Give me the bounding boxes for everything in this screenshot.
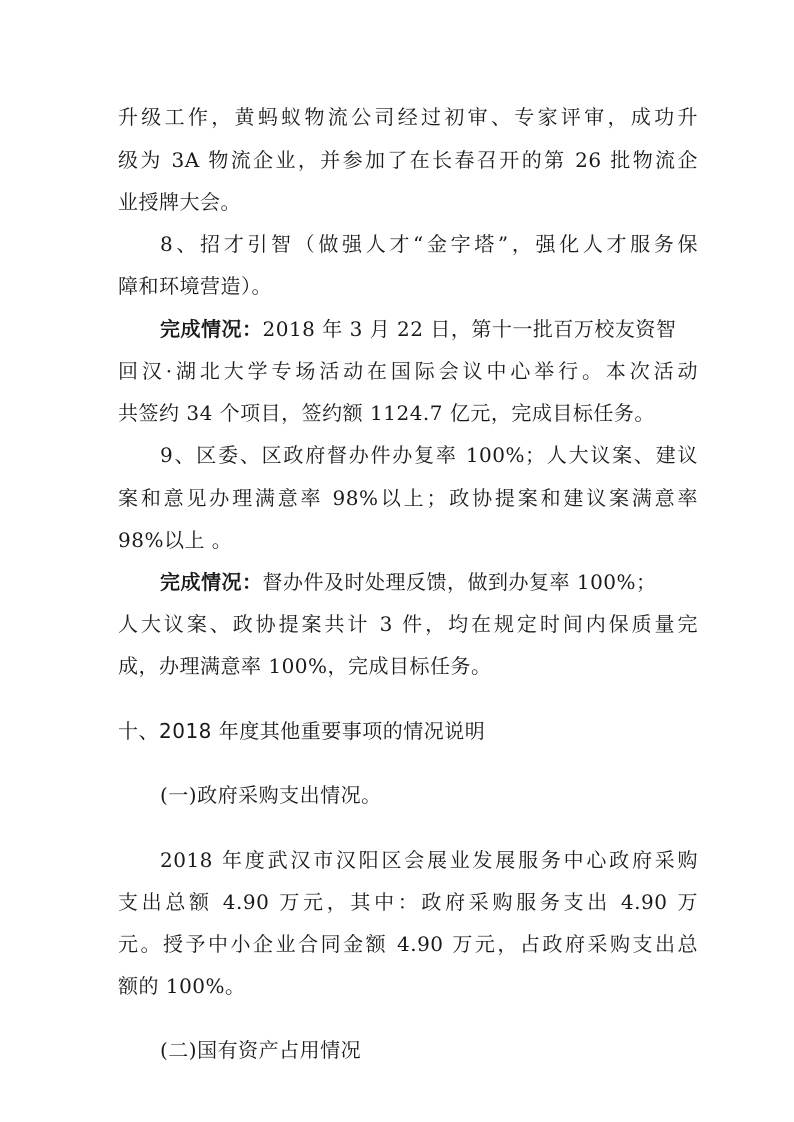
completion-8-line: 共签约 34 个项目，签约额 1124.7 亿元，完成目标任务。	[118, 401, 655, 425]
completion-text: 2018 年 3 月 22 日，第十一批百万校友资智	[262, 317, 677, 341]
target-9-line: 案和意见办理满意率 98%以上；政协提案和建议案满意率	[118, 486, 698, 510]
section-heading: 十、2018 年度其他重要事项的情况说明	[118, 719, 486, 743]
completion-9-line: 成，办理满意率 100%，完成目标任务。	[118, 654, 492, 678]
completion-9-line: 人大议案、政协提案共计 3 件，均在规定时间内保质量完	[118, 612, 698, 636]
procurement-line: 额的 100%。	[118, 974, 246, 998]
paragraph-line: 业授牌大会。	[118, 190, 241, 214]
target-9-line: 98%以上 。	[118, 528, 233, 552]
procurement-line: 元。授予中小企业合同金额 4.90 万元，占政府采购支出总	[118, 932, 698, 956]
completion-text: 督办件及时处理反馈，做到办复率 100%；	[262, 570, 657, 594]
paragraph-line: 级为 3A 物流企业，并参加了在长春召开的第 26 批物流企	[118, 148, 698, 172]
subsection-title: (一)政府采购支出情况。	[160, 783, 382, 807]
completion-9-line	[160, 568, 698, 596]
completion-8-line	[160, 315, 698, 343]
completion-label: 完成情况：	[160, 570, 263, 594]
procurement-line: 支出总额 4.90 万元，其中：政府采购服务支出 4.90 万	[118, 890, 698, 914]
completion-8-line: 回汉·湖北大学专场活动在国际会议中心举行。本次活动	[118, 359, 698, 383]
target-8-line: 8、招才引智（做强人才“金字塔”，强化人才服务保	[160, 232, 698, 256]
target-9-line: 9、区委、区政府督办件办复率 100%；人大议案、建议	[160, 443, 698, 467]
paragraph-line: 升级工作，黄蚂蚁物流公司经过初审、专家评审，成功升	[118, 105, 698, 129]
procurement-line: 2018 年度武汉市汉阳区会展业发展服务中心政府采购	[160, 848, 698, 872]
target-8-line: 障和环境营造）。	[118, 274, 272, 298]
subsection-title: (二)国有资产占用情况	[160, 1038, 362, 1062]
completion-label: 完成情况：	[160, 317, 263, 341]
